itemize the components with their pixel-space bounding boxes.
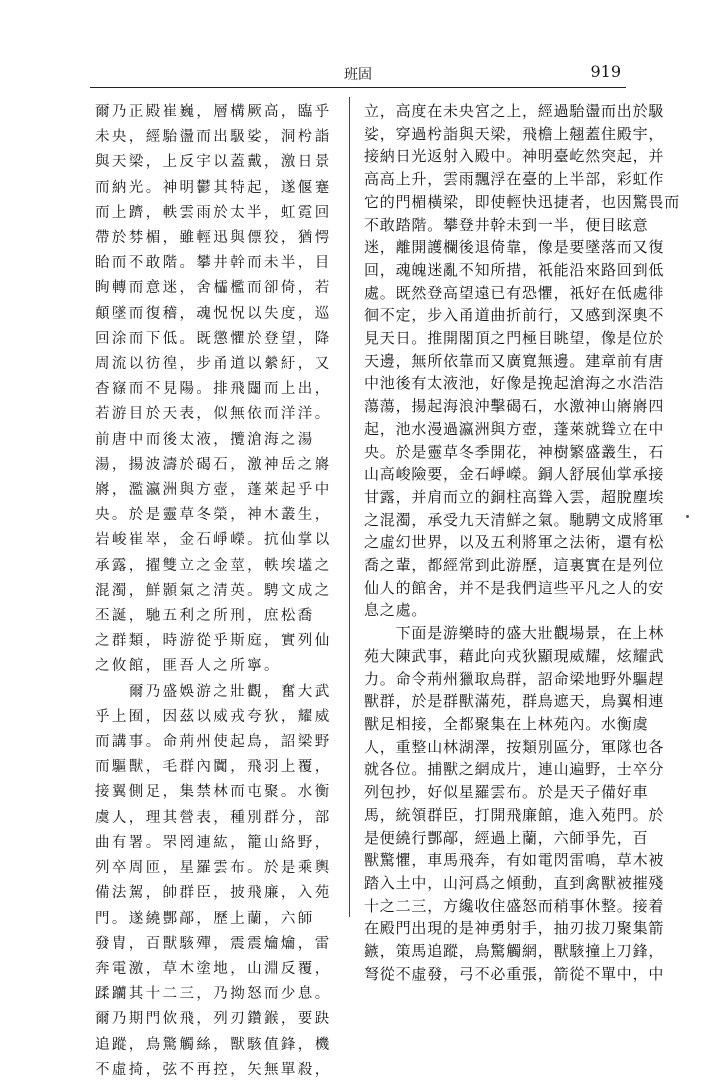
original-text-line: 門。遂繞酆鄗，歷上蘭，六師	[95, 910, 315, 927]
translation-line: 立，高度在未央宮之上，經過駘盪而出於馺	[364, 102, 665, 120]
page-number: 919	[590, 62, 621, 81]
original-text-line: 虞人，理其營表，種別群分，部	[95, 809, 332, 826]
translation-line: 喬之輩，都經常到此游歷，這裏實在是列位	[364, 556, 665, 575]
page-header	[0, 0, 716, 95]
translation-line: 是便繞行酆鄗，經過上蘭，六師爭先，百	[364, 828, 649, 847]
original-text-line: 顛墜而復稽，魂怳怳以失度，巡	[95, 305, 332, 322]
translation-line: 回，魂魄迷亂不知所措，祇能沿來路回到低	[364, 260, 665, 279]
original-text-column	[95, 100, 335, 1083]
translation-line: 苑大陳武事，藉此向戎狄顯現威耀，炫耀武	[364, 646, 665, 665]
original-text-line: 眙而不敢階。攀井幹而未半，目	[95, 255, 332, 272]
translation-line: 處。既然登高望遠已有恐懼，祇好在低處徘	[364, 283, 665, 302]
translation-line: 之虛幻世界，以及五利將軍之法術，還有松	[364, 533, 665, 552]
translation-line: 獸群，於是群獸滿苑，群鳥遮天，鳥翼相連	[364, 692, 665, 711]
original-text-line: 追蹤，鳥驚觸絲，獸駭值鋒，機	[95, 1036, 332, 1053]
translation-line: 人，重整山林湖澤，按類別區分，軍隊也各	[364, 737, 665, 756]
column-divider	[349, 97, 350, 917]
translation-line: 在殿門出現的是神勇射手，抽刃拔刀聚集箭	[364, 919, 665, 938]
translation-line: 央。於是靈草冬季開花，神樹繁盛叢生，石	[364, 442, 665, 461]
translation-line: 仙人的館舍，并不是我們這些平凡之人的安	[364, 578, 665, 597]
original-text-line: 發胄，百獸駭殫，震震爚爚，雷	[95, 935, 332, 952]
translation-line: 踏入土中，山河爲之傾動，直到禽獸被摧殘	[364, 873, 665, 892]
translation-line: 高高上升，雲雨飄浮在臺的上半部，彩虹作	[364, 170, 665, 189]
translation-line: 迷，離開護欄後退倚靠，像是要墜落而又復	[364, 238, 665, 257]
original-text-line: 眴轉而意迷，舍櫺檻而卻倚，若	[95, 280, 332, 297]
original-text-line: 央。於是靈草冬榮，神木叢生，	[95, 507, 332, 524]
translation-line: 起，池水漫過瀛洲與方壺，蓬萊就聳立在中	[364, 419, 665, 438]
translation-line: 見天日。推開閣頂之門極目眺望，像是位於	[364, 329, 665, 348]
translation-line: 獸足相接，全都聚集在上林苑內。水衡虞	[364, 714, 649, 733]
translation-line: 鏃，策馬追蹤，鳥驚觸網，獸駭撞上刀鋒，	[364, 942, 665, 961]
translation-line: 下面是游樂時的盛大壯觀場景，在上林	[364, 624, 665, 643]
translation-line: 馬，統領群臣，打開飛廉館，進入苑門。於	[364, 805, 665, 824]
translation-line: 不敢踏階。攀登井幹未到一半，便目眩意	[364, 215, 649, 234]
original-text-line: 而講事。命荊州使起鳥，詔梁野	[95, 734, 332, 751]
scan-speck	[686, 515, 689, 518]
original-text-line: 奔電激，草木塗地，山淵反覆，	[95, 960, 332, 977]
original-text-line: 而上躋，軼雲雨於太半，虹霓回	[95, 204, 332, 221]
original-text-line: 周流以彷徨，步甬道以縈紆，又	[95, 356, 332, 373]
original-text-line: 承露，擢雙立之金莖，軼埃壒之	[95, 557, 332, 574]
translation-line: 它的門楣橫梁，即使輕快迅捷者，也因驚畏而	[364, 192, 681, 211]
translation-line: 十之二三，方纔收住盛怒而稍事休整。接着	[364, 896, 665, 915]
translation-line: 弩從不虛發，弓不必重張，箭從不單中，中	[364, 964, 665, 983]
translation-line: 中池後有太液池，好像是挽起滄海之水浩浩	[364, 374, 665, 393]
header-rule	[90, 87, 626, 88]
original-text-line: 杳窱而不見陽。排飛闥而上出，	[95, 381, 332, 398]
original-text-line: 之攸館，匪吾人之所寧。	[95, 658, 281, 675]
original-text-line: 丕誕，馳五利之所刑，庶松喬	[95, 608, 315, 625]
original-text-line: 爾乃盛娛游之壯觀，奮大武	[95, 683, 332, 700]
translation-column	[364, 100, 681, 985]
original-text-line: 乎上囿，因茲以威戎夸狄，耀威	[95, 708, 332, 725]
original-text-line: 接翼側足，集禁林而屯聚。水衡	[95, 784, 332, 801]
translation-line: 天邊，無所依靠而又廣寬無邊。建章前有唐	[364, 351, 665, 370]
original-text-line: 帶於棼楣，雖輕迅與僄狡，猶愕	[95, 230, 332, 247]
translation-line: 甘露，并肩而立的銅柱高聳入雲，超脫塵埃	[364, 487, 665, 506]
original-text-line: 之群類，時游從乎斯庭，實列仙	[95, 633, 332, 650]
translation-line: 山高峻險要，金石崢嶸。銅人舒展仙掌承接	[364, 465, 665, 484]
translation-line: 之混濁，承受九天清鮮之氣。馳騁文成將軍	[364, 510, 665, 529]
original-text-line: 列卒周匝，星羅雲布。於是乘輿	[95, 860, 332, 877]
translation-line: 獸驚懼，車馬飛奔，有如電閃雷鳴，草木被	[364, 851, 665, 870]
original-text-line: 未央，經駘盪而出馺娑，洞枍詣	[95, 129, 332, 146]
translation-line: 蕩蕩，揚起海浪沖擊碣石，水激神山嶈嶈四	[364, 397, 665, 416]
translation-line: 息之處。	[364, 601, 428, 620]
original-text-line: 而納光。神明鬱其特起，遂偃蹇	[95, 179, 332, 196]
original-text-line: 岩峻崔崒，金石崢嶸。抗仙掌以	[95, 532, 332, 549]
translation-line: 接納日光返射入殿中。神明臺屹然突起，并	[364, 147, 665, 166]
original-text-line: 蹂躪其十二三，乃拗怒而少息。	[95, 986, 332, 1003]
original-text-line: 回涂而下低。既懲懼於登望，降	[95, 330, 332, 347]
translation-line: 娑，穿過枍詣與天梁，飛檐上翹蓋住殿宇，	[364, 124, 665, 143]
original-text-line: 前唐中而後太液，攬滄海之湯	[95, 431, 315, 448]
translation-line: 徊不定，步入甬道曲折前行，又感到深奧不	[364, 306, 665, 325]
original-text-line: 不虛掎，弦不再控，矢無單殺，	[95, 1061, 332, 1078]
original-text-line: 與天梁，上反宇以蓋戴，激日景	[95, 154, 332, 171]
translation-line: 力。命令荊州獵取鳥群，詔命梁地野外驅趕	[364, 669, 665, 688]
original-text-line: 湯，揚波濤於碣石，激神岳之嶈	[95, 456, 332, 473]
original-text-line: 而驅獸，毛群內闐，飛羽上覆，	[95, 759, 332, 776]
translation-line: 列包抄，好似星羅雲布。於是天子備好車	[364, 783, 649, 802]
original-text-line: 混濁，鮮顥氣之清英。騁文成之	[95, 582, 332, 599]
translation-line: 就各位。捕獸之網成片，連山遍野，士卒分	[364, 760, 665, 779]
original-text-line: 備法駕，帥群臣，披飛廉，入苑	[95, 885, 332, 902]
original-text-line: 曲有署。罘罔連紘，籠山絡野，	[95, 834, 332, 851]
original-text-line: 爾乃正殿崔巍，層構厥高，臨乎	[95, 104, 332, 120]
original-text-line: 嶈，濫瀛洲與方壺，蓬萊起乎中	[95, 482, 332, 499]
original-text-line: 爾乃期門佽飛，列刃鑽鍭，要趹	[95, 1011, 332, 1028]
original-text-line: 若游目於天表，似無依而洋洋。	[95, 406, 332, 423]
running-title: 班固	[344, 67, 372, 83]
